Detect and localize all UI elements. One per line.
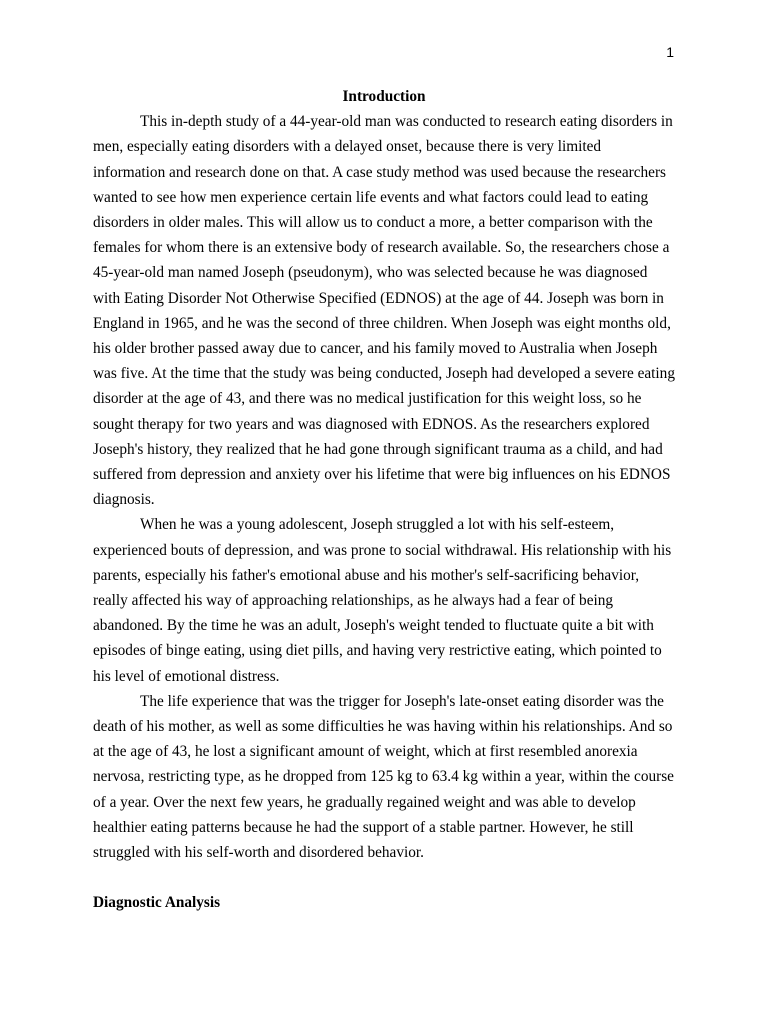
section-heading-diagnostic-analysis: Diagnostic Analysis: [93, 894, 221, 912]
section-title-introduction: Introduction: [342, 88, 426, 105]
paragraph-3: The life experience that was the trigger for Joseph's late-onset eating disorder was the death of his mother, as well as some difficulties he was having within his relationships. And so at the age of 43, he lost a significant amount of weight, which at first resembled anorexia nervosa, restricting type, as he dropped from 125 kg to 63.4 kg within a year, within the course of a year. Over the next few years, he gradually regained weight and was able to develop healthier eating patterns because he had the support of a stable partner. However, he still struggled with his self-worth and disordered behavior.: [93, 692, 674, 862]
page-number: 1: [666, 44, 674, 60]
paragraph-1: This in-depth study of a 44-year-old man was conducted to research eating disorders in men, especially eating disorders with a delayed onset, because there is very limited information and research done on that. A case study method was used because the researchers wanted to see how men experience certain life events and what factors could lead to eating disorders in older males. This will allow us to conduct a more, a better comparison with the females for whom there is an extensive body of research available. So, the researchers chose a 45-year-old man named Joseph (pseudonym), who was selected because he was diagnosed with Eating Disorder Not Otherwise Specified (EDNOS) at the age of 44. Joseph was born in England in 1965, and he was the second of three children. When Joseph was eight months old, his older brother passed away due to cancer, and his family moved to Australia when Joseph was five. At the time that the study was being conducted, Joseph had developed a severe eating disorder at the age of 43, and there was no medical justification for this weight loss, so he sought therapy for two years and was diagnosed with EDNOS. As the researchers explored Joseph's history, they realized that he had gone through significant trauma as a child, and had suffered from depression and anxiety over his lifetime that were big influences on his EDNOS diagnosis.: [93, 113, 675, 509]
paragraph-2: When he was a young adolescent, Joseph struggled a lot with his self-esteem, experienced bouts of depression, and was prone to social withdrawal. His relationship with his parents, especially his father's emotional abuse and his mother's self-sacrificing behavior, really affected his way of approaching relationships, as he always had a fear of being abandoned. By the time he was an adult, Joseph's weight tended to fluctuate quite a bit with episodes of binge eating, using diet pills, and having very restrictive eating, which pointed to his level of emotional distress.: [93, 516, 672, 685]
document-body: [93, 84, 675, 916]
